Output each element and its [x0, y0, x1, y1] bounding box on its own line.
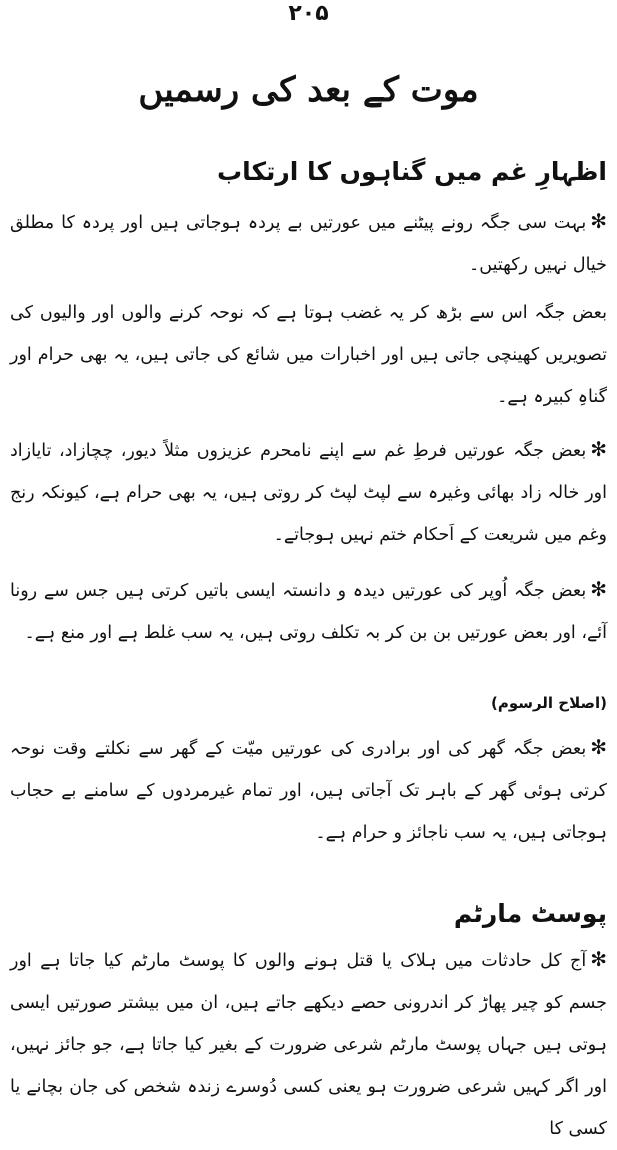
section-heading-postmortem: پوسٹ مارٹم: [453, 899, 607, 928]
asterisk-bullet-icon: ✻: [590, 735, 607, 759]
asterisk-bullet-icon: ✻: [590, 947, 607, 971]
asterisk-bullet-icon: ✻: [590, 577, 607, 601]
paragraph-2: [10, 292, 607, 418]
paragraph-4-text: بعض جگہ اُوپر کی عورتیں دیدہ و دانستہ ایسی باتیں کرتی ہیں جس سے رونا آئے، اور بعض عورتیں بن بن کر بہ تکلف روتی ہیں، یہ سب غلط ہے اور منع ہے۔: [10, 581, 607, 643]
paragraph-5: [10, 726, 607, 854]
paragraph-3: [10, 428, 607, 556]
paragraph-3-text: بعض جگہ عورتیں فرطِ غم سے اپنے نامحرم عزیزوں مثلاً دیور، چچازاد، تایازاد اور خالہ زاد بھائی وغیرہ سے لپٹ لپٹ کر روتی ہیں، یہ بھی حرام ہے، کیونکہ رنج وغم میں شریعت کے اَحکام ختم نہیں ہوجاتے۔: [10, 441, 607, 545]
paragraph-6: [10, 938, 607, 1150]
source-citation: (اصلاح الرسوم): [490, 694, 607, 712]
chapter-title: موت کے بعد کی رسمیں: [138, 70, 479, 110]
section-heading-grief-sins: اظہارِ غم میں گناہوں کا ارتکاب: [216, 157, 607, 186]
paragraph-4: [10, 568, 607, 654]
asterisk-bullet-icon: ✻: [590, 209, 607, 233]
page-number: ۲۰۵: [288, 1, 329, 26]
paragraph-1: [10, 200, 607, 286]
asterisk-bullet-icon: ✻: [590, 437, 607, 461]
paragraph-1-text: بہت سی جگہ رونے پیٹنے میں عورتیں بے پردہ ہوجاتی ہیں اور پردہ کا مطلق خیال نہیں رکھتیں۔: [10, 213, 607, 275]
paragraph-6-text: آج کل حادثات میں ہلاک یا قتل ہونے والوں کا پوسٹ مارٹم کیا جاتا ہے اور جسم کو چیر پھاڑ کر اندرونی حصے دیکھے جاتے ہیں، ان میں بیشتر صورتیں ایسی ہوتی ہیں جہاں پوسٹ مارٹم شرعی ضرورت کے بغیر کیا جاتا ہے، جو جائز نہیں، اور اگر کہیں شرعی ضرورت ہو یعنی کسی دُوسرے زندہ شخص کی جان بچانے یا کسی کا: [10, 951, 607, 1139]
paragraph-5-text: بعض جگہ گھر کی اور برادری کی عورتیں میّت کے گھر سے نکلتے وقت نوحہ کرتی ہوئی گھر کے باہر تک آجاتی ہیں، اور تمام غیرمردوں کے سامنے بے حجاب ہوجاتی ہیں، یہ سب ناجائز و حرام ہے۔: [10, 739, 607, 843]
paragraph-2-text: بعض جگہ اس سے بڑھ کر یہ غضب ہوتا ہے کہ نوحہ کرنے والوں اور والیوں کی تصویریں کھینچی جاتی ہیں اور اخبارات میں شائع کی جاتی ہیں، یہ بھی حرام اور گناہِ کبیرہ ہے۔: [10, 303, 607, 407]
